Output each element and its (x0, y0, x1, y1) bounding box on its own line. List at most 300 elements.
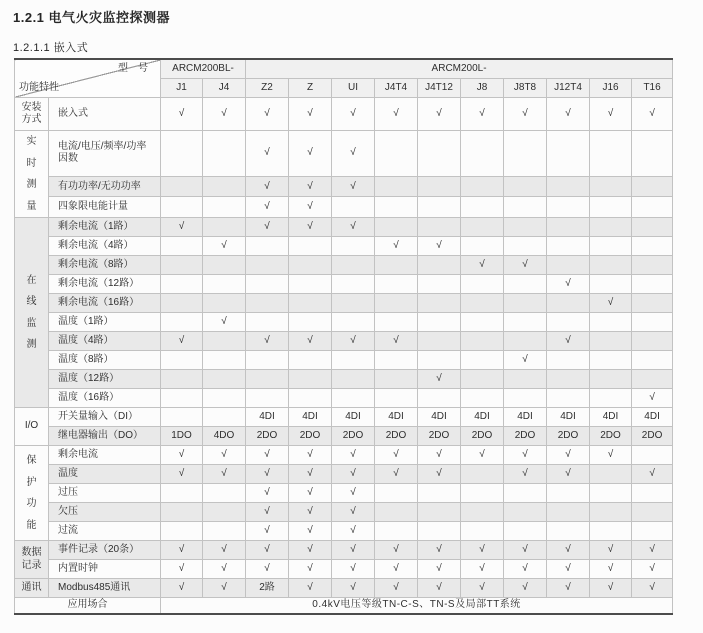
value-cell (418, 313, 461, 332)
value-cell (246, 294, 289, 313)
value-cell: √ (418, 446, 461, 465)
value-cell: √ (289, 197, 332, 218)
table-row (15, 503, 673, 522)
value-cell (590, 197, 632, 218)
value-cell: √ (504, 98, 547, 131)
value-cell: √ (547, 579, 590, 598)
value-cell: √ (461, 446, 504, 465)
value-cell: √ (289, 484, 332, 503)
feature-cell: 剩余电流（4路） (49, 237, 161, 256)
value-cell (161, 313, 203, 332)
value-cell: √ (203, 446, 246, 465)
feature-cell: 开关量输入（DI） (49, 408, 161, 427)
value-cell: √ (632, 560, 673, 579)
spec-table (14, 58, 673, 615)
value-cell (547, 313, 590, 332)
value-cell (375, 218, 418, 237)
value-cell (161, 522, 203, 541)
value-cell (632, 503, 673, 522)
value-cell: √ (246, 560, 289, 579)
value-cell: √ (375, 237, 418, 256)
value-cell: √ (332, 541, 375, 560)
value-cell (461, 176, 504, 197)
value-cell (161, 237, 203, 256)
value-cell: √ (375, 579, 418, 598)
value-cell (590, 503, 632, 522)
value-cell (203, 370, 246, 389)
value-cell: √ (461, 541, 504, 560)
application-row (15, 598, 673, 614)
value-cell (375, 522, 418, 541)
feature-cell: 温度（8路） (49, 351, 161, 370)
value-cell: 4DI (332, 408, 375, 427)
value-cell: √ (632, 541, 673, 560)
value-cell: 2DO (375, 427, 418, 446)
value-cell (203, 294, 246, 313)
value-cell: √ (289, 446, 332, 465)
value-cell (590, 484, 632, 503)
value-cell: √ (547, 332, 590, 351)
series-header: ARCM200BL- (161, 59, 246, 79)
value-cell: √ (289, 560, 332, 579)
feature-cell: 欠压 (49, 503, 161, 522)
value-cell (375, 176, 418, 197)
value-cell (203, 522, 246, 541)
value-cell (461, 197, 504, 218)
value-cell (418, 176, 461, 197)
feature-cell: 过压 (49, 484, 161, 503)
group-label-line: 记录 (21, 559, 42, 571)
value-cell (332, 351, 375, 370)
value-cell (547, 370, 590, 389)
value-cell: √ (418, 237, 461, 256)
feature-cell: 温度（1路） (49, 313, 161, 332)
value-cell: √ (418, 98, 461, 131)
value-cell (461, 218, 504, 237)
value-cell: √ (332, 332, 375, 351)
value-cell (161, 389, 203, 408)
value-cell: √ (632, 98, 673, 131)
value-cell: √ (246, 176, 289, 197)
value-cell: √ (203, 560, 246, 579)
value-cell: √ (203, 541, 246, 560)
value-cell (203, 351, 246, 370)
value-cell: 4DI (461, 408, 504, 427)
feature-cell: 事件记录（20条） (49, 541, 161, 560)
value-cell: √ (289, 503, 332, 522)
value-cell: 2DO (418, 427, 461, 446)
value-cell (504, 370, 547, 389)
value-cell: √ (161, 560, 203, 579)
group-cell (15, 218, 49, 408)
table-row (15, 370, 673, 389)
value-cell (632, 294, 673, 313)
value-cell (289, 313, 332, 332)
value-cell: √ (632, 389, 673, 408)
value-cell (504, 218, 547, 237)
value-cell (375, 389, 418, 408)
value-cell (504, 176, 547, 197)
value-cell (590, 131, 632, 177)
value-cell: √ (289, 522, 332, 541)
series-header: ARCM200L- (246, 59, 673, 79)
table-row (15, 131, 673, 177)
value-cell (161, 503, 203, 522)
column-header: UI (332, 79, 375, 98)
value-cell (632, 275, 673, 294)
value-cell: 2DO (289, 427, 332, 446)
value-cell: √ (461, 560, 504, 579)
feature-cell: 电流/电压/频率/功率因数 (49, 131, 161, 177)
value-cell (590, 389, 632, 408)
value-cell: 2DO (590, 427, 632, 446)
group-label-line: 量 (26, 200, 37, 212)
value-cell: √ (375, 541, 418, 560)
table-row (15, 541, 673, 560)
column-header: J4T12 (418, 79, 461, 98)
value-cell (547, 294, 590, 313)
value-cell (461, 313, 504, 332)
value-cell: √ (203, 465, 246, 484)
feature-axis-label: 功能特性 (19, 82, 59, 93)
value-cell: √ (289, 98, 332, 131)
value-cell: √ (504, 465, 547, 484)
value-cell (632, 237, 673, 256)
value-cell (418, 484, 461, 503)
value-cell (632, 370, 673, 389)
value-cell: √ (375, 98, 418, 131)
value-cell: √ (332, 484, 375, 503)
value-cell (246, 351, 289, 370)
value-cell (461, 131, 504, 177)
value-cell: √ (332, 131, 375, 177)
table-row (15, 351, 673, 370)
feature-cell: 温度（16路） (49, 389, 161, 408)
table-head (15, 59, 673, 98)
value-cell (547, 522, 590, 541)
value-cell: √ (547, 465, 590, 484)
value-cell: √ (246, 131, 289, 177)
value-cell: √ (161, 465, 203, 484)
value-cell: √ (590, 98, 632, 131)
feature-cell: Modbus485通讯 (49, 579, 161, 598)
value-cell: √ (375, 560, 418, 579)
value-cell: √ (161, 579, 203, 598)
value-cell (547, 176, 590, 197)
table-row (15, 275, 673, 294)
group-label-line: I/O (24, 420, 39, 432)
value-cell (590, 176, 632, 197)
feature-cell: 温度（4路） (49, 332, 161, 351)
value-cell (203, 389, 246, 408)
value-cell (590, 237, 632, 256)
value-cell: √ (332, 176, 375, 197)
value-cell (161, 370, 203, 389)
group-label-line: 保 (26, 455, 37, 466)
group-label-line: 时 (26, 157, 37, 169)
value-cell: √ (246, 218, 289, 237)
feature-cell: 温度 (49, 465, 161, 484)
value-cell (332, 237, 375, 256)
value-cell: √ (504, 446, 547, 465)
value-cell (418, 218, 461, 237)
value-cell: 4DI (590, 408, 632, 427)
value-cell (461, 332, 504, 351)
group-label-line: 在 (26, 274, 37, 286)
value-cell (203, 218, 246, 237)
value-cell (418, 503, 461, 522)
value-cell (418, 332, 461, 351)
value-cell: √ (246, 197, 289, 218)
value-cell (632, 176, 673, 197)
value-cell: √ (289, 131, 332, 177)
application-label: 应用场合 (15, 598, 161, 614)
value-cell: √ (332, 218, 375, 237)
value-cell (504, 389, 547, 408)
value-cell: √ (590, 294, 632, 313)
value-cell: √ (590, 579, 632, 598)
feature-cell: 有功功率/无功功率 (49, 176, 161, 197)
value-cell (246, 370, 289, 389)
group-label-line: 实 (26, 136, 37, 147)
value-cell (332, 313, 375, 332)
table-row (15, 332, 673, 351)
value-cell (203, 176, 246, 197)
value-cell: 2DO (547, 427, 590, 446)
value-cell: √ (332, 579, 375, 598)
column-header: T16 (632, 79, 673, 98)
value-cell (547, 484, 590, 503)
value-cell (547, 503, 590, 522)
value-cell: 4DI (504, 408, 547, 427)
group-cell (15, 131, 49, 218)
value-cell (547, 256, 590, 275)
value-cell: √ (203, 579, 246, 598)
value-cell (289, 237, 332, 256)
value-cell: √ (547, 98, 590, 131)
value-cell: 4DI (632, 408, 673, 427)
value-cell (246, 275, 289, 294)
value-cell (161, 275, 203, 294)
value-cell (590, 275, 632, 294)
value-cell (375, 131, 418, 177)
value-cell: √ (547, 541, 590, 560)
value-cell (418, 197, 461, 218)
value-cell (375, 351, 418, 370)
value-cell: √ (289, 218, 332, 237)
value-cell (590, 522, 632, 541)
table-row (15, 465, 673, 484)
group-cell (15, 98, 49, 131)
value-cell (246, 313, 289, 332)
group-label-line: 通讯 (21, 581, 42, 593)
value-cell (632, 522, 673, 541)
group-label-line: 能 (26, 519, 37, 531)
value-cell (461, 389, 504, 408)
value-cell (504, 294, 547, 313)
group-cell (15, 579, 49, 598)
table-row (15, 446, 673, 465)
value-cell: √ (246, 503, 289, 522)
value-cell (547, 218, 590, 237)
group-label-line: 测 (26, 339, 37, 350)
value-cell (461, 484, 504, 503)
value-cell: √ (161, 218, 203, 237)
value-cell (547, 389, 590, 408)
value-cell: √ (246, 98, 289, 131)
table-row (15, 237, 673, 256)
value-cell: √ (590, 541, 632, 560)
value-cell (332, 197, 375, 218)
value-cell: 2DO (504, 427, 547, 446)
value-cell: √ (375, 332, 418, 351)
table-row (15, 176, 673, 197)
value-cell (461, 522, 504, 541)
group-cell (15, 446, 49, 541)
value-cell (504, 237, 547, 256)
value-cell (504, 275, 547, 294)
corner-cell (15, 59, 161, 98)
value-cell (547, 197, 590, 218)
value-cell (203, 256, 246, 275)
feature-cell: 剩余电流（12路） (49, 275, 161, 294)
value-cell (375, 256, 418, 275)
feature-cell: 嵌入式 (49, 98, 161, 131)
value-cell (590, 332, 632, 351)
value-cell (161, 176, 203, 197)
value-cell: √ (203, 237, 246, 256)
value-cell (632, 197, 673, 218)
group-label-line: 测 (26, 179, 37, 190)
value-cell: √ (590, 446, 632, 465)
column-header: Z (289, 79, 332, 98)
value-cell: 2DO (461, 427, 504, 446)
table-row (15, 313, 673, 332)
value-cell: √ (461, 256, 504, 275)
value-cell: √ (289, 541, 332, 560)
value-cell: 4DI (547, 408, 590, 427)
feature-cell: 剩余电流（1路） (49, 218, 161, 237)
value-cell (203, 275, 246, 294)
feature-cell: 剩余电流（16路） (49, 294, 161, 313)
value-cell (375, 275, 418, 294)
value-cell: √ (375, 446, 418, 465)
value-cell (289, 256, 332, 275)
value-cell: √ (289, 579, 332, 598)
value-cell (461, 370, 504, 389)
value-cell: √ (161, 98, 203, 131)
value-cell (332, 256, 375, 275)
table-row (15, 427, 673, 446)
value-cell: √ (504, 579, 547, 598)
value-cell (632, 218, 673, 237)
group-label-line: 护 (26, 476, 37, 488)
value-cell (547, 351, 590, 370)
value-cell: 2DO (246, 427, 289, 446)
header-row-models (15, 59, 673, 79)
value-cell (632, 131, 673, 177)
model-axis-label: 型 号 (118, 63, 148, 74)
value-cell (161, 197, 203, 218)
value-cell (632, 351, 673, 370)
group-label-line: 功 (26, 498, 37, 509)
value-cell: √ (504, 351, 547, 370)
value-cell: √ (418, 465, 461, 484)
column-header: J16 (590, 79, 632, 98)
value-cell (504, 197, 547, 218)
table-body (15, 98, 673, 614)
value-cell (161, 294, 203, 313)
table-row (15, 98, 673, 131)
value-cell (504, 503, 547, 522)
value-cell (504, 484, 547, 503)
value-cell: 4DI (375, 408, 418, 427)
value-cell (375, 294, 418, 313)
value-cell (590, 256, 632, 275)
value-cell: √ (504, 560, 547, 579)
value-cell: √ (161, 541, 203, 560)
value-cell (375, 313, 418, 332)
application-value: 0.4kV电压等级TN-C-S、TN-S及局部TT系统 (161, 598, 673, 614)
value-cell (161, 256, 203, 275)
feature-cell: 四象限电能计量 (49, 197, 161, 218)
value-cell (375, 197, 418, 218)
value-cell: 2DO (332, 427, 375, 446)
value-cell (504, 332, 547, 351)
value-cell: √ (246, 541, 289, 560)
feature-cell: 过流 (49, 522, 161, 541)
table-row (15, 256, 673, 275)
column-header: J4 (203, 79, 246, 98)
value-cell (547, 237, 590, 256)
table-row (15, 484, 673, 503)
page-subtitle: 1.2.1.1 嵌入式 (13, 42, 89, 54)
value-cell: √ (547, 446, 590, 465)
value-cell: √ (246, 446, 289, 465)
value-cell: √ (161, 446, 203, 465)
value-cell: √ (332, 465, 375, 484)
value-cell (590, 465, 632, 484)
table-row (15, 579, 673, 598)
value-cell: √ (289, 332, 332, 351)
value-cell: √ (418, 541, 461, 560)
value-cell (418, 256, 461, 275)
value-cell: √ (375, 465, 418, 484)
table-row (15, 408, 673, 427)
value-cell: √ (418, 370, 461, 389)
value-cell: √ (203, 98, 246, 131)
value-cell: √ (289, 176, 332, 197)
value-cell: √ (632, 579, 673, 598)
value-cell (632, 332, 673, 351)
value-cell: 2DO (632, 427, 673, 446)
value-cell (632, 446, 673, 465)
column-header: J8T8 (504, 79, 547, 98)
value-cell (332, 275, 375, 294)
value-cell (332, 294, 375, 313)
group-label-line: 监 (26, 317, 37, 329)
value-cell: √ (332, 503, 375, 522)
value-cell: √ (332, 98, 375, 131)
value-cell (203, 408, 246, 427)
feature-cell: 温度（12路） (49, 370, 161, 389)
value-cell (632, 313, 673, 332)
value-cell (418, 522, 461, 541)
column-header: J4T4 (375, 79, 418, 98)
value-cell (161, 484, 203, 503)
value-cell: √ (590, 560, 632, 579)
value-cell: √ (246, 522, 289, 541)
